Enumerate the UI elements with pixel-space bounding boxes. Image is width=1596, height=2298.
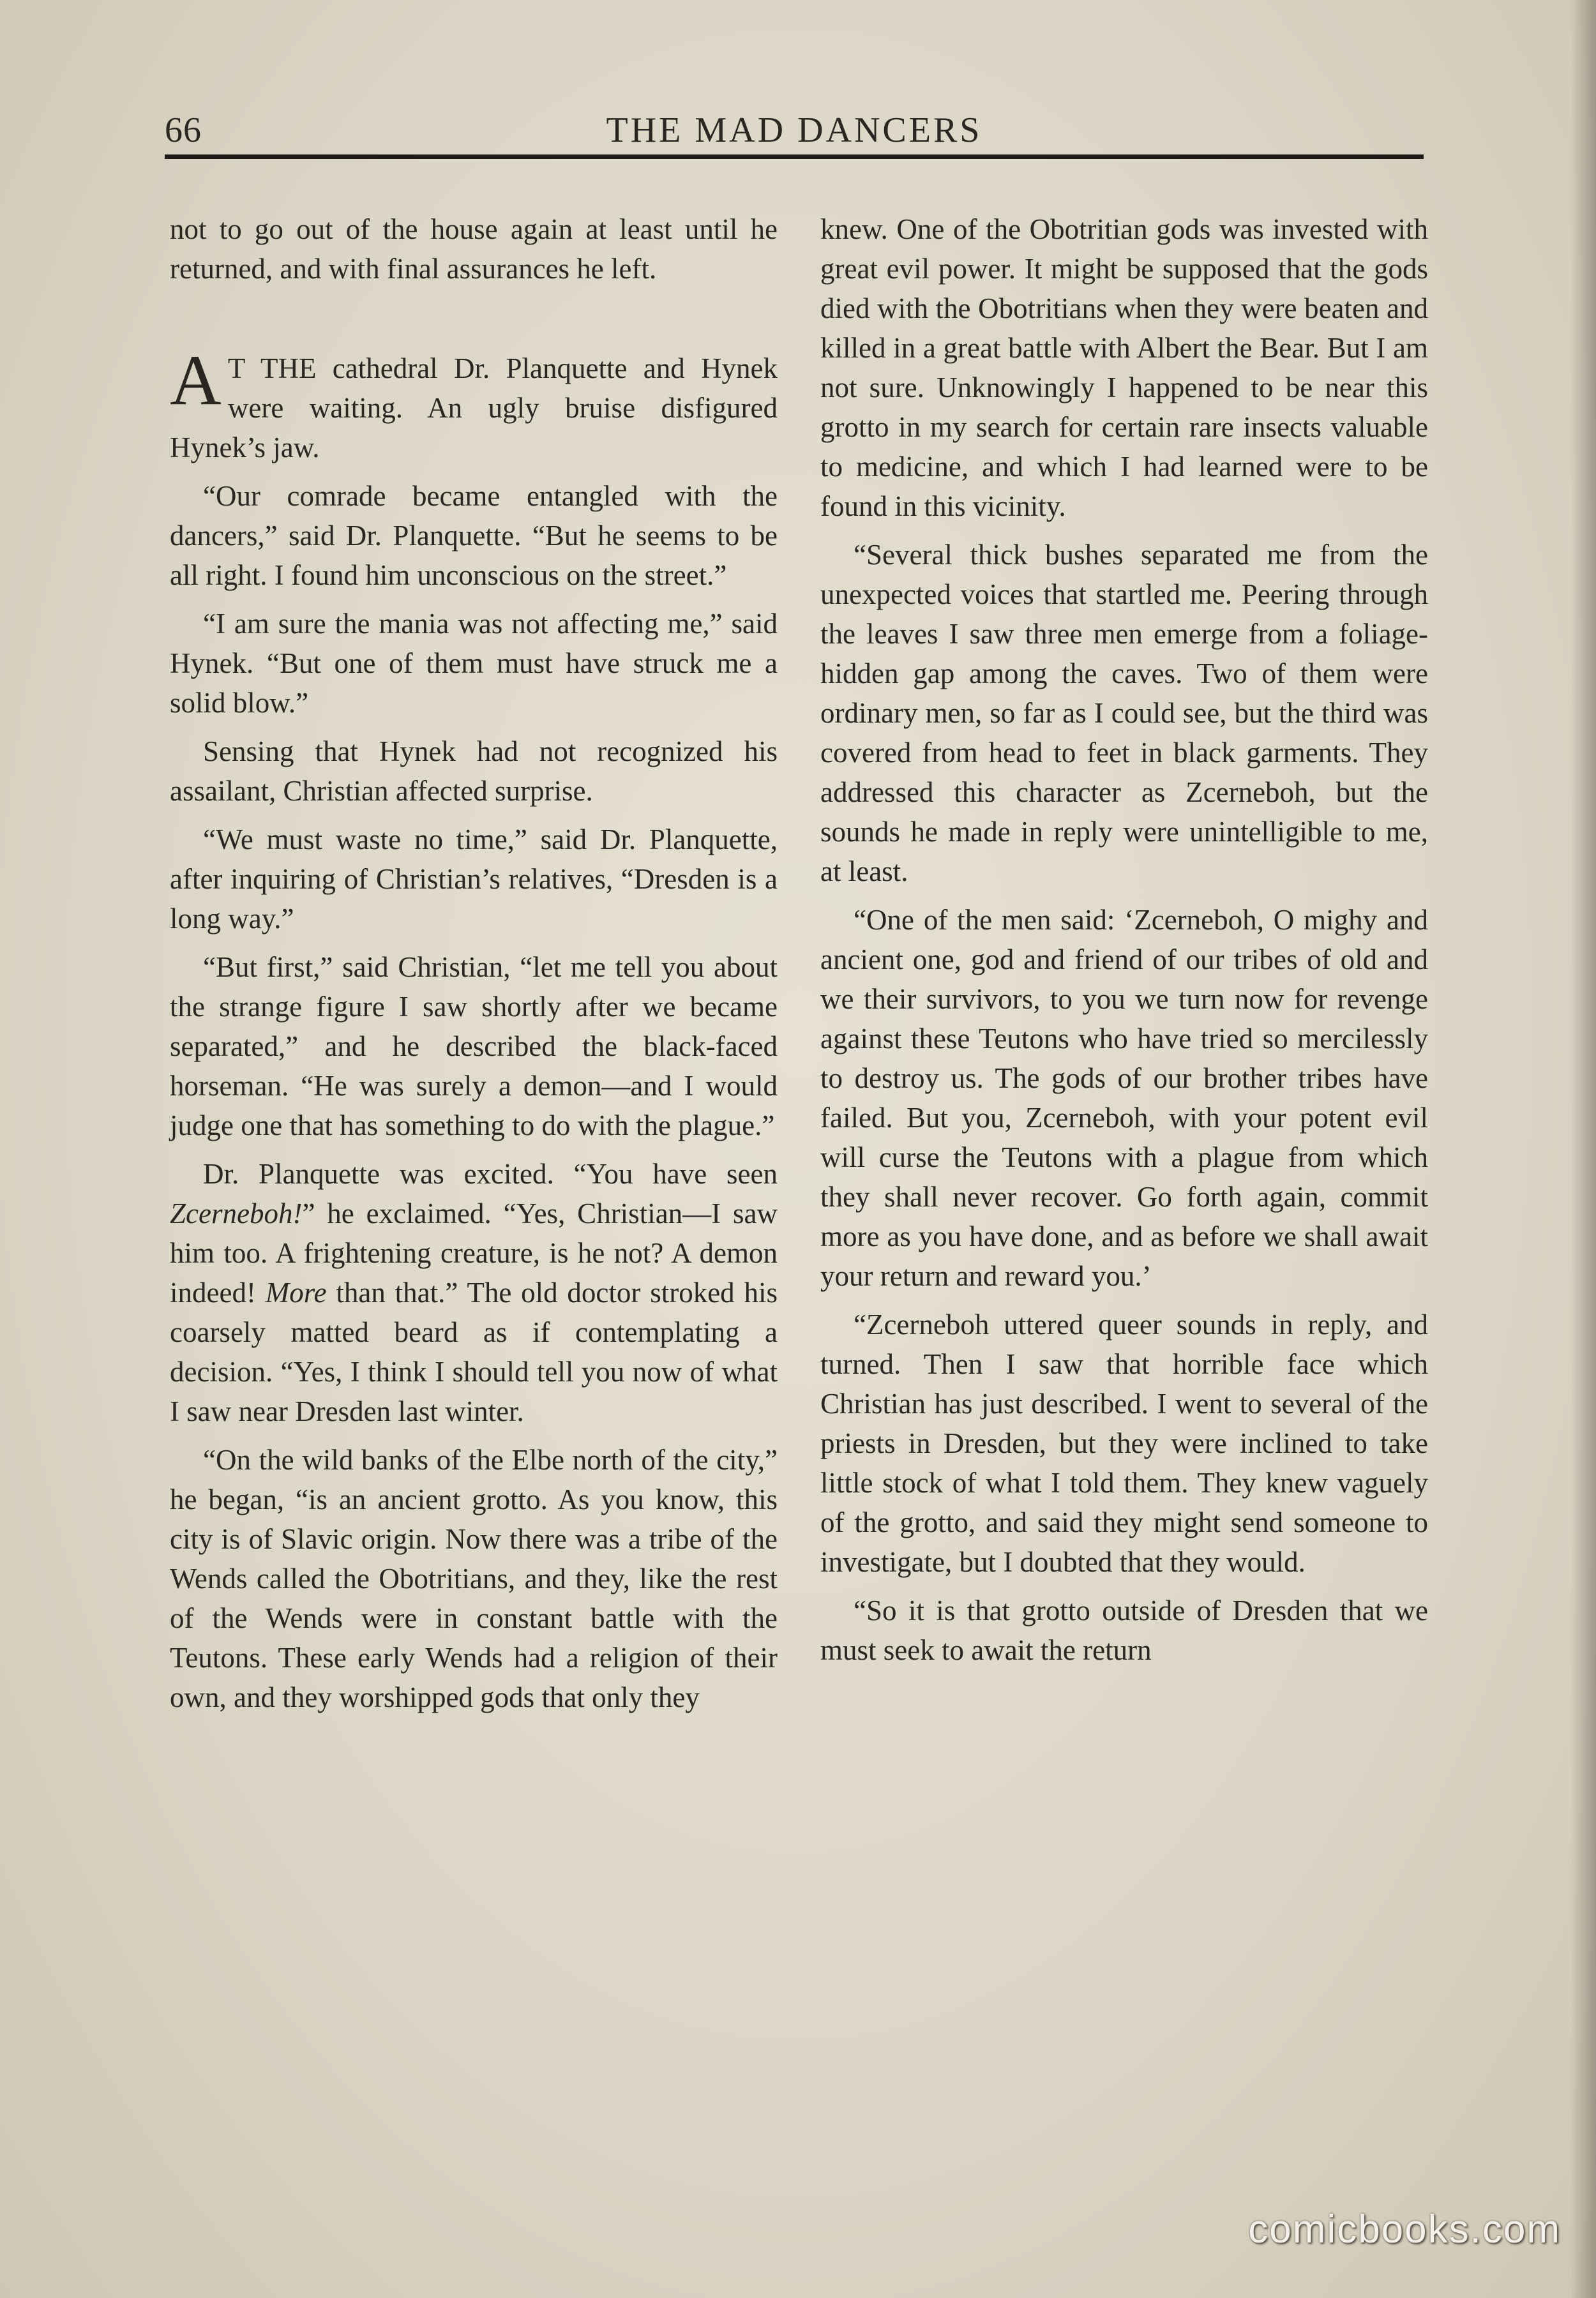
italic-text: Zcerneboh! (170, 1198, 303, 1229)
header-rule (165, 154, 1424, 159)
right-column (820, 209, 1428, 1679)
paragraph: “So it is that grotto outside of Dresden that we must seek to await the return (820, 1595, 1428, 1666)
paragraph (170, 1154, 778, 1431)
paragraph: not to go out of the house again at least until he returned, and with final assurances he left. (170, 213, 778, 285)
italic-text: More (265, 1277, 327, 1309)
paragraph: “We must waste no time,” said Dr. Planquette, after inquiring of Christian’s relatives, “Dresden is a long way.” (170, 823, 778, 935)
paragraph: “Several thick bushes separated me from the unexpected voices that startled me. Peering through the leaves I saw three men emerge from a foliage-hidden gap among the caves. Two of them were ordinary men, so far as I could see, but the third was covered from head to feet in black garments. They addressed this character as Zcerneboh, but the sounds he made in reply were unintelligible to me, at least. (820, 539, 1428, 887)
watermark: comicbooks.com (1248, 2207, 1561, 2251)
paragraph: “One of the men said: ‘Zcerneboh, O mighy and ancient one, god and friend of our tribes of old and we their survivors, to you we turn now for revenge against these Teutons who have tried so mercilessly to destroy us. The gods of our brother tribes have failed. But you, Zcerneboh, with your potent evil will curse the Teutons with a plague from which they shall never recover. Go forth again, commit more as you have done, and as before we shall await your return and reward you.’ (820, 904, 1428, 1292)
paragraph: “But first,” said Christian, “let me tell you about the strange figure I saw shortly after we became separated,” and he described the black-faced horseman. “He was surely a demon—and I would judge one that has something to do with the plague.” (170, 951, 778, 1141)
paragraph-text: ” he exclaimed. “Yes, Christian—I saw him too. A frightening creature, is he not? A demon indeed! (170, 1198, 778, 1309)
paragraph-text: Dr. Planquette was excited. “You have seen (203, 1158, 778, 1190)
paragraph-text: than that.” The old doctor stroked his coarsely matted beard as if contemplating a decision. “Yes, I think I should tell you now of what I saw near Dresden last winter. (170, 1277, 778, 1427)
paragraph-dropcap (170, 341, 778, 467)
section-break (170, 297, 778, 349)
drop-cap: A (170, 341, 222, 420)
page-number: 66 (165, 110, 202, 150)
paragraph: “I am sure the mania was not affecting me,” said Hynek. “But one of them must have struck me a solid blow.” (170, 608, 778, 719)
page-header (165, 109, 1424, 160)
paragraph: “On the wild banks of the Elbe north of the city,” he began, “is an ancient grotto. As you know, this city is of Slavic origin. Now there was a tribe of the Wends called the Obotritians, and they, like the rest of the Wends were in constant battle with the Teutons. These early Wends had a religion of their own, and they worshipped gods that only they (170, 1444, 778, 1713)
paragraph: knew. One of the Obotritian gods was invested with great evil power. It might be supposed that the gods died with the Obotritians when they were beaten and killed in a great battle with Albert the Bear. But I am not sure. Unknowingly I happened to be near this grotto in my search for certain rare insects valuable to medicine, and which I had learned were to be found in this vicinity. (820, 213, 1428, 522)
left-column (170, 209, 778, 1726)
paragraph-text: T THE cathedral Dr. Planquette and Hynek were waiting. An ugly bruise disfigured Hynek’s jaw. (170, 352, 778, 463)
paragraph: Sensing that Hynek had not recognized his assailant, Christian affected surprise. (170, 735, 778, 807)
running-head: THE MAD DANCERS (606, 110, 982, 150)
paragraph: “Our comrade became entangled with the dancers,” said Dr. Planquette. “But he seems to be all right. I found him unconscious on the street.” (170, 480, 778, 591)
paragraph: “Zcerneboh uttered queer sounds in reply, and turned. Then I saw that horrible face which Christian has just described. I went to several of the priests in Dresden, but they were inclined to take little stock of what I told them. They knew vaguely of the grotto, and said they might send someone to investigate, but I doubted that they would. (820, 1309, 1428, 1578)
